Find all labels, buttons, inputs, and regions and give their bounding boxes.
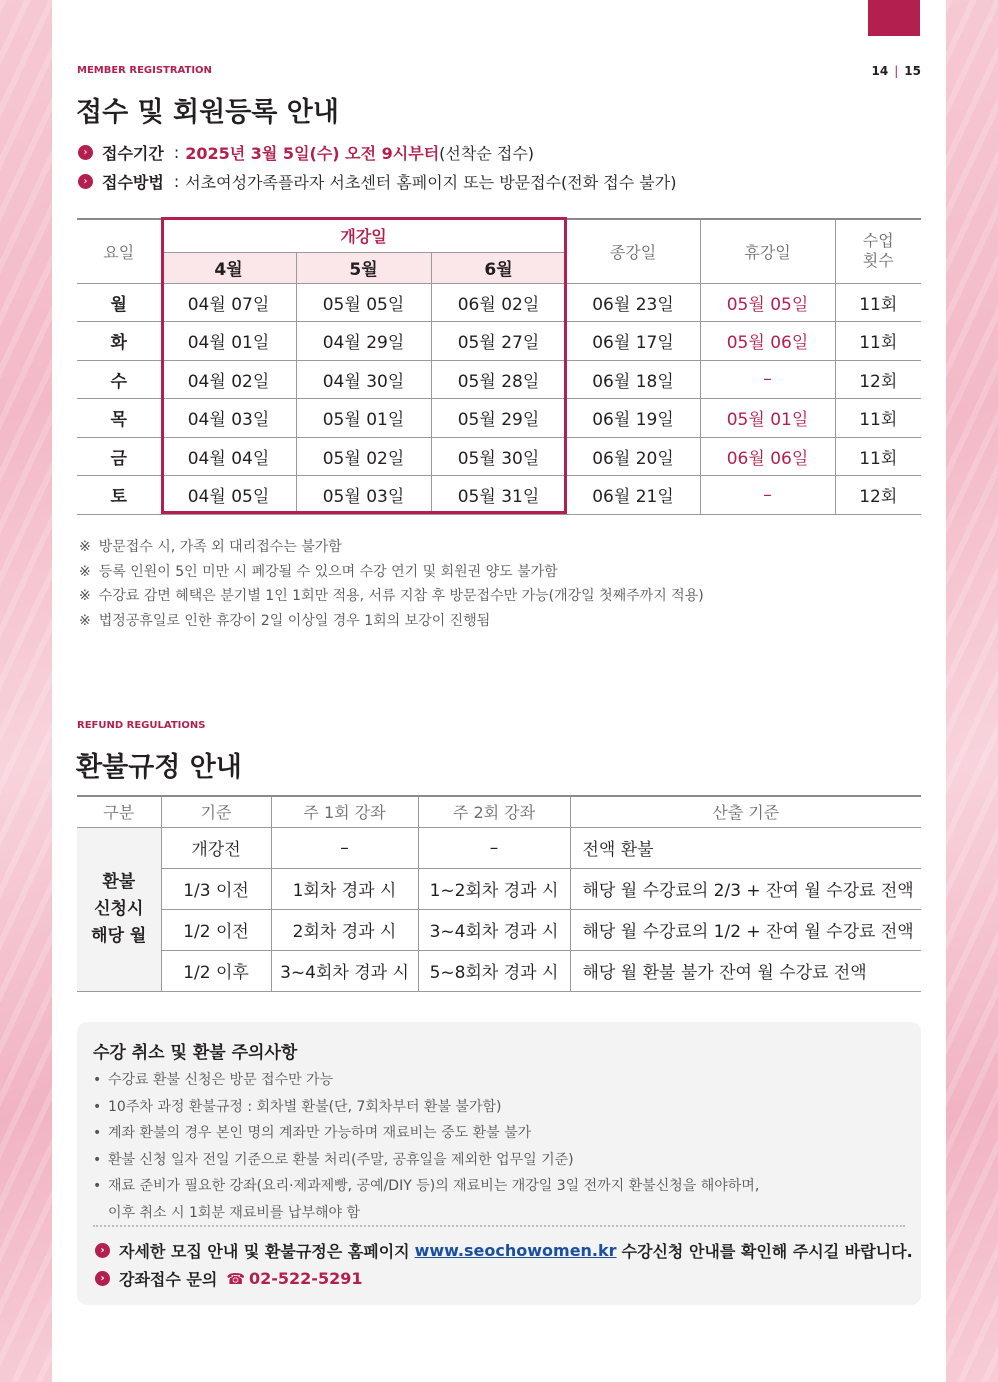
refund-calc-cell: 전액 환불 [570,827,921,868]
refund-row [77,868,921,909]
refund-weekly2-cell: 5~8회차 경과 시 [418,950,570,991]
period-label: 접수기간 [102,144,164,163]
refund-row [77,909,921,950]
end-date-cell: 06월 23일 [566,283,700,322]
schedule-row [77,399,921,438]
refund-weekly1-cell: 1회차 경과 시 [271,868,418,909]
open-apr-cell: 04월 04일 [161,437,296,476]
refund-weekly1-cell: 2회차 경과 시 [271,909,418,950]
refund-col-weekly2: 주 2회 강좌 [418,796,570,827]
page-numbers [872,64,921,78]
col-header-break: 휴강일 [700,219,835,283]
schedule-row [77,437,921,476]
chevron-circle-icon: › [78,145,93,160]
method-text: 서초여성가족플라자 서초센터 홈페이지 또는 방문접수(전화 접수 불가) [185,173,677,192]
day-cell: 목 [77,399,161,438]
dotted-divider [93,1225,905,1227]
class-count-cell: 11회 [835,322,921,361]
col-header-open: 개강일 [161,219,566,252]
open-may-cell: 05월 05일 [296,283,431,322]
col-header-end: 종강일 [566,219,700,283]
schedule-table [77,218,921,515]
refund-notice-box [77,1022,921,1305]
open-jun-cell: 06월 02일 [431,283,566,322]
notice-item [93,1147,759,1174]
info-prefix: 자세한 모집 안내 및 환불규정은 홈페이지 [119,1242,410,1261]
chevron-circle-icon: › [78,174,93,189]
reference-mark-icon: ※ [79,612,91,629]
info-suffix: 수강신청 안내를 확인해 주시길 바랍니다. [621,1242,913,1261]
class-count-cell: 12회 [835,476,921,515]
refund-basis-cell: 개강전 [161,827,271,868]
open-may-cell: 05월 01일 [296,399,431,438]
refund-basis-cell: 1/2 이후 [161,950,271,991]
registration-notes [79,535,704,633]
class-count-cell: 11회 [835,437,921,476]
chevron-circle-icon: › [95,1271,110,1286]
reference-mark-icon: ※ [79,539,91,555]
info-line [95,1239,913,1262]
refund-weekly2-cell: 3~4회차 경과 시 [418,909,570,950]
refund-table [77,795,921,992]
col-header-month-apr: 4월 [161,252,296,283]
notice-item-text: 재료 준비가 필요한 강좌(요리·제과제빵, 공예/DIY 등)의 재료비는 개강일 3일 전까지 환불신청을 해야하며, [108,1178,760,1194]
refund-col-weekly1: 주 1회 강좌 [271,796,418,827]
open-may-cell: 05월 03일 [296,476,431,515]
registration-title: 접수 및 회원등록 안내 [76,97,339,128]
schedule-row [77,322,921,361]
refund-weekly1-cell: – [271,827,418,868]
col-header-month-may: 5월 [296,252,431,283]
refund-title: 환불규정 안내 [76,752,242,783]
refund-col-basis: 기준 [161,796,271,827]
break-date-cell: – [700,360,835,399]
refund-calc-cell: 해당 월 환불 불가 잔여 월 수강료 전액 [570,950,921,991]
note-text: 수강료 감면 혜택은 분기별 1인 1회만 적용, 서류 지참 후 방문접수만 가능(개강일 첫째주까지 적용) [98,588,704,604]
note-text: 방문접수 시, 가족 외 대리접수는 불가함 [98,539,342,555]
break-date-cell: 05월 01일 [700,399,835,438]
break-date-cell: 05월 05일 [700,283,835,322]
open-apr-cell: 04월 01일 [161,322,296,361]
method-label: 접수방법 [102,173,164,192]
homepage-link[interactable]: www.seochowomen.kr [414,1241,617,1260]
section-eyebrow-refund: REFUND REGULATIONS [77,720,206,731]
schedule-row [77,360,921,399]
notice-item-text: 10주차 과정 환불규정 : 회차별 환불(단, 7회차부터 환불 불가함) [108,1098,502,1115]
refund-row [77,950,921,991]
end-date-cell: 06월 19일 [566,399,700,438]
refund-basis-cell: 1/2 이전 [161,909,271,950]
class-count-cell: 11회 [835,283,921,322]
open-jun-cell: 05월 29일 [431,399,566,438]
open-may-cell: 04월 29일 [296,322,431,361]
refund-group-cell: 환불 신청시 해당 월 [77,827,161,991]
col-header-day: 요일 [77,219,161,283]
notice-item [93,1120,759,1147]
class-count-cell: 12회 [835,360,921,399]
open-jun-cell: 05월 28일 [431,360,566,399]
left-decorative-border [0,0,52,1382]
notice-item-text: 환불 신청 일자 전일 기준으로 환불 처리(주말, 공휴일을 제외한 업무일 기준) [108,1151,574,1168]
refund-col-calc: 산출 기준 [570,796,921,827]
break-date-cell: 06월 06일 [700,437,835,476]
break-date-cell: 05월 06일 [700,322,835,361]
period-suffix: (선착순 접수) [439,144,535,163]
schedule-row [77,476,921,515]
contact-label: 강좌접수 문의 [119,1270,218,1289]
break-date-cell: – [700,476,835,515]
open-apr-cell: 04월 02일 [161,360,296,399]
open-jun-cell: 05월 31일 [431,476,566,515]
refund-weekly2-cell: – [418,827,570,868]
notice-item-text: 수강료 환불 신청은 방문 접수만 가능 [108,1072,334,1088]
end-date-cell: 06월 18일 [566,360,700,399]
open-jun-cell: 05월 30일 [431,437,566,476]
refund-basis-cell: 1/3 이전 [161,868,271,909]
page-number-left: 14 [871,64,889,78]
class-count-cell: 11회 [835,399,921,438]
day-cell: 월 [77,283,161,322]
day-cell: 화 [77,322,161,361]
notice-list [93,1067,759,1226]
open-apr-cell: 04월 03일 [161,399,296,438]
refund-col-category: 구분 [77,796,161,827]
note-text: 법정공휴일로 인한 휴강이 2일 이상일 경우 1회의 보강이 진행됨 [98,612,491,629]
reference-mark-icon: ※ [79,588,91,604]
note-item [79,535,704,560]
refund-row [77,827,921,868]
end-date-cell: 06월 17일 [566,322,700,361]
note-text: 등록 인원이 5인 미만 시 폐강될 수 있으며 수강 연기 및 회원권 양도 불가함 [98,563,558,580]
phone-number[interactable]: 02-522-5291 [249,1269,363,1288]
registration-period-line [78,141,534,164]
end-date-cell: 06월 21일 [566,476,700,515]
schedule-row [77,283,921,322]
open-may-cell: 04월 30일 [296,360,431,399]
note-item [79,609,704,634]
refund-weekly1-cell: 3~4회차 경과 시 [271,950,418,991]
refund-calc-cell: 해당 월 수강료의 1/2 + 잔여 월 수강료 전액 [570,909,921,950]
day-cell: 금 [77,437,161,476]
col-header-count: 수업 횟수 [835,219,921,283]
open-apr-cell: 04월 07일 [161,283,296,322]
chevron-circle-icon: › [95,1243,110,1258]
period-colon: : [173,143,180,162]
notice-item [93,1094,759,1121]
right-decorative-border [946,0,998,1382]
method-colon: : [173,172,180,191]
open-apr-cell: 04월 05일 [161,476,296,515]
refund-weekly2-cell: 1~2회차 경과 시 [418,868,570,909]
reference-mark-icon: ※ [79,563,91,580]
notice-item [93,1173,759,1226]
col-header-month-jun: 6월 [431,252,566,283]
day-cell: 토 [77,476,161,515]
page-divider: | [894,64,899,78]
notice-item [93,1067,759,1094]
period-highlight: 2025년 3월 5일(수) 오전 9시부터 [185,144,440,163]
refund-calc-cell: 해당 월 수강료의 2/3 + 잔여 월 수강료 전액 [570,868,921,909]
note-item [79,584,704,609]
notice-item-text: 계좌 환불의 경우 본인 명의 계좌만 가능하며 재료비는 중도 환불 불가 [108,1125,532,1141]
section-eyebrow-registration: MEMBER REGISTRATION [77,65,212,76]
registration-method-line [78,170,676,193]
day-cell: 수 [77,360,161,399]
notice-title: 수강 취소 및 환불 주의사항 [93,1043,298,1063]
page-tab-marker [868,0,920,36]
note-item [79,560,704,585]
page-number-right: 15 [904,64,921,78]
open-jun-cell: 05월 27일 [431,322,566,361]
open-may-cell: 05월 02일 [296,437,431,476]
notice-item-continuation: 이후 취소 시 1회분 재료비를 납부해야 함 [108,1204,360,1221]
end-date-cell: 06월 20일 [566,437,700,476]
phone-icon: ☎ [226,1269,245,1288]
contact-line [95,1267,362,1290]
